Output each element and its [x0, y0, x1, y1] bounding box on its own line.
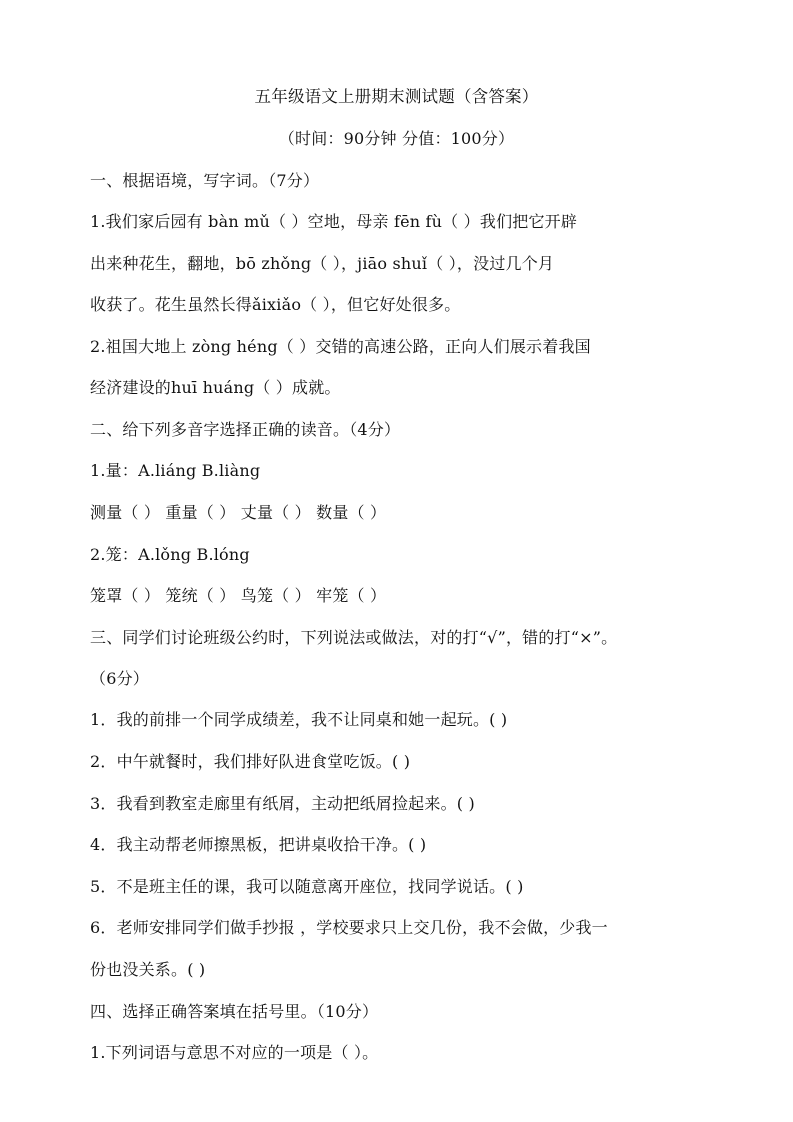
- section-heading-3: 三、同学们讨论班级公约时，下列说法或做法，对的打“√”，错的打“×”。: [90, 628, 618, 647]
- question-line: 2.祖国大地上 zòng héng（ ）交错的高速公路，正向人们展示着我国: [90, 337, 591, 356]
- question-line: 1.我们家后园有 bàn mǔ（ ）空地，母亲 fēn fù（ ）我们把它开辟: [90, 212, 578, 231]
- section-heading-2: 二、给下列多音字选择正确的读音。（4分）: [90, 420, 401, 439]
- question-line: 出来种花生，翻地，bō zhǒng（ ），jiāo shuǐ（ ），没过几个月: [90, 254, 555, 273]
- question-line: 笼罩（ ） 笼统（ ） 鸟笼（ ） 牢笼（ ）: [90, 586, 387, 605]
- document-subtitle: （时间：90分钟 分值：100分）: [278, 129, 515, 148]
- section-heading-1: 一、根据语境，写字词。（7分）: [90, 171, 320, 190]
- question-line: 经济建设的huī huáng（ ）成就。: [90, 378, 341, 397]
- question-line: 5．不是班主任的课，我可以随意离开座位，找同学说话。( ): [90, 877, 524, 896]
- question-line: 收获了。花生虽然长得ǎixiǎo（ ），但它好处很多。: [90, 295, 461, 314]
- question-line: 1．我的前排一个同学成绩差，我不让同桌和她一起玩。( ): [90, 710, 508, 729]
- question-line: 1.量：A.liáng B.liàng: [90, 461, 261, 480]
- question-line: 6．老师安排同学们做手抄报 ，学校要求只上交几份，我不会做，少我一: [90, 918, 608, 937]
- document-title: 五年级语文上册期末测试题（含答案）: [254, 87, 539, 106]
- question-line: 2.笼：A.lǒng B.lóng: [90, 545, 250, 564]
- question-line: 4．我主动帮老师擦黑板，把讲桌收拾干净。( ): [90, 835, 427, 854]
- question-line: 份也没关系。( ): [90, 960, 206, 979]
- question-line: 测量（ ） 重量（ ） 丈量（ ） 数量（ ）: [90, 503, 387, 522]
- question-line: 2．中午就餐时，我们排好队进食堂吃饭。( ): [90, 752, 411, 771]
- question-line: 3．我看到教室走廊里有纸屑，主动把纸屑捡起来。( ): [90, 794, 475, 813]
- section-heading-4: 四、选择正确答案填在括号里。（10分）: [90, 1002, 379, 1021]
- section-heading-3-points: （6分）: [90, 669, 149, 688]
- question-line: 1.下列词语与意思不对应的一项是（ ）。: [90, 1043, 379, 1062]
